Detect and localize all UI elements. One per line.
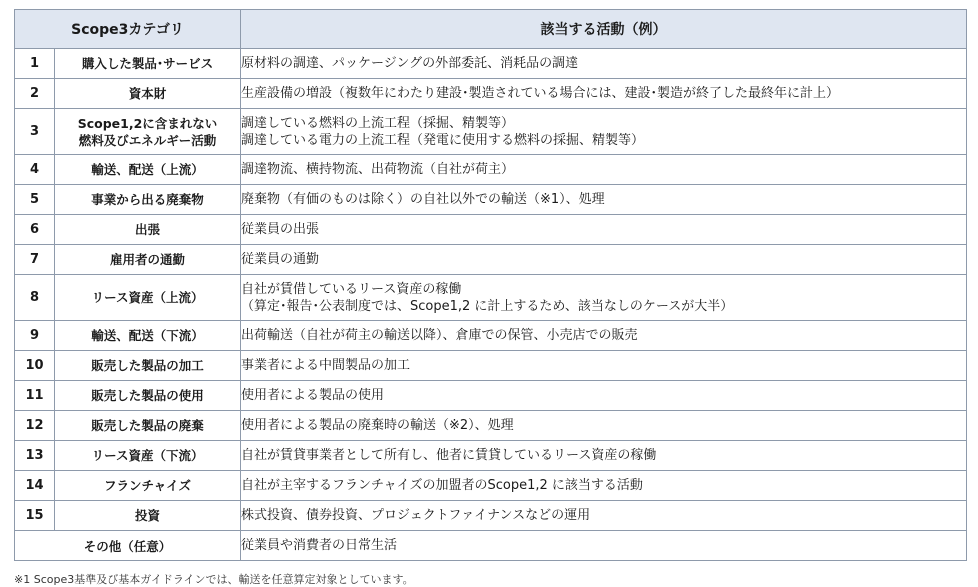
activity-text: 廃棄物（有価のものは除く）の自社以外での輸送（※1）、処理 [241, 192, 605, 207]
row-number: 15 [15, 501, 55, 531]
activity-text: 生産設備の増設（複数年にわたり建設･製造されている場合には、建設･製造が終了した最終年に計上） [241, 86, 840, 101]
activity-cell [241, 109, 967, 155]
table-row [15, 275, 967, 321]
activity-text: 調達物流、横持物流、出荷物流（自社が荷主） [241, 162, 515, 177]
activity-cell [241, 185, 967, 215]
activity-cell [241, 411, 967, 441]
table-row [15, 471, 967, 501]
category-cell [55, 501, 241, 531]
category-cell [55, 381, 241, 411]
row-number: 2 [15, 79, 55, 109]
table-row [15, 155, 967, 185]
activity-text: 使用者による製品の廃棄時の輸送（※2）、処理 [241, 418, 514, 433]
activity-text: （算定･報告･公表制度では、Scope1,2 に計上するため、該当なしのケースが大半） [241, 298, 734, 314]
activity-cell [241, 245, 967, 275]
category-cell [55, 275, 241, 321]
category-cell [55, 471, 241, 501]
category-name: 販売した製品の廃棄 [91, 418, 204, 433]
category-cell [55, 411, 241, 441]
row-number: 13 [15, 441, 55, 471]
category-name: 購入した製品･サービス [81, 56, 214, 71]
table-row [15, 215, 967, 245]
category-cell [55, 351, 241, 381]
category-name: リース資産（上流） [91, 290, 204, 305]
activity-text: 従業員の出張 [241, 222, 320, 237]
row-number: 1 [15, 49, 55, 79]
activity-cell [241, 155, 967, 185]
activity-cell [241, 215, 967, 245]
header-row [15, 10, 967, 49]
row-number: 10 [15, 351, 55, 381]
table-row-other [15, 531, 967, 561]
category-cell [55, 215, 241, 245]
row-number: 5 [15, 185, 55, 215]
activity-text: 使用者による製品の使用 [241, 388, 385, 403]
activity-cell [241, 381, 967, 411]
row-number: 4 [15, 155, 55, 185]
row-number: 12 [15, 411, 55, 441]
activity-text: 株式投資、債券投資、プロジェクトファイナンスなどの運用 [241, 508, 591, 523]
activity-cell [241, 351, 967, 381]
category-name: 販売した製品の加工 [91, 358, 204, 373]
table-row [15, 441, 967, 471]
category-name: 事業から出る廃棄物 [91, 192, 204, 207]
category-name: 資本財 [128, 86, 167, 101]
activity-cell [241, 441, 967, 471]
activity-cell [241, 321, 967, 351]
row-number: 8 [15, 275, 55, 321]
row-number: 11 [15, 381, 55, 411]
table-row [15, 411, 967, 441]
row-number: 7 [15, 245, 55, 275]
table-row [15, 109, 967, 155]
table-row [15, 321, 967, 351]
top-rule [0, 0, 978, 2]
activity-cell [241, 471, 967, 501]
header-activity: 該当する活動（例） [241, 10, 967, 49]
row-number: 14 [15, 471, 55, 501]
category-cell [55, 109, 241, 155]
table-row [15, 49, 967, 79]
row-number: 9 [15, 321, 55, 351]
category-name: 雇用者の通勤 [110, 252, 186, 267]
activity-cell [241, 79, 967, 109]
category-cell [55, 321, 241, 351]
activity-cell [241, 501, 967, 531]
activity-text: 調達している燃料の上流工程（採掘、精製等） [241, 115, 515, 131]
header-category: Scope3カテゴリ [15, 10, 241, 49]
category-name: 投資 [135, 508, 161, 523]
category-name: Scope1,2に含まれない [77, 115, 218, 131]
table-row [15, 501, 967, 531]
table-row [15, 351, 967, 381]
other-activity: 従業員や消費者の日常生活 [241, 531, 967, 561]
row-number: 3 [15, 109, 55, 155]
category-name: 出張 [135, 222, 161, 237]
activity-text: 自社が賃貸事業者として所有し、他者に賃貸しているリース資産の稼働 [241, 448, 657, 463]
category-cell [55, 185, 241, 215]
category-cell [55, 49, 241, 79]
activity-text: 出荷輸送（自社が荷主の輸送以降）、倉庫での保管、小売店での販売 [241, 328, 638, 343]
category-name: フランチャイズ [104, 478, 192, 493]
other-category: その他（任意） [15, 531, 241, 561]
category-cell [55, 245, 241, 275]
category-cell [55, 79, 241, 109]
category-cell [55, 155, 241, 185]
table-body [15, 49, 967, 561]
activity-text: 事業者による中間製品の加工 [241, 358, 411, 373]
category-name: 輸送、配送（上流） [91, 162, 204, 177]
category-name: 輸送、配送（下流） [91, 328, 204, 343]
table-row [15, 245, 967, 275]
footnote: ※1 Scope3基準及び基本ガイドラインでは、輸送を任意算定対象としています。 [14, 573, 414, 586]
activity-cell [241, 275, 967, 321]
activity-text: 自社が賃借しているリース資産の稼働 [241, 281, 462, 297]
scope3-category-table [14, 9, 967, 561]
activity-text: 自社が主宰するフランチャイズの加盟者のScope1,2 に該当する活動 [241, 478, 643, 493]
activity-text: 従業員の通勤 [241, 252, 320, 267]
category-name: 燃料及びエネルギー活動 [78, 132, 217, 148]
category-name: 販売した製品の使用 [91, 388, 204, 403]
table-row [15, 79, 967, 109]
activity-text: 原材料の調達、パッケージングの外部委託、消耗品の調達 [241, 56, 579, 71]
category-cell [55, 441, 241, 471]
activity-cell [241, 49, 967, 79]
category-name: リース資産（下流） [91, 448, 204, 463]
row-number: 6 [15, 215, 55, 245]
activity-text: 調達している電力の上流工程（発電に使用する燃料の採掘、精製等） [241, 132, 645, 148]
table-row [15, 185, 967, 215]
table-row [15, 381, 967, 411]
